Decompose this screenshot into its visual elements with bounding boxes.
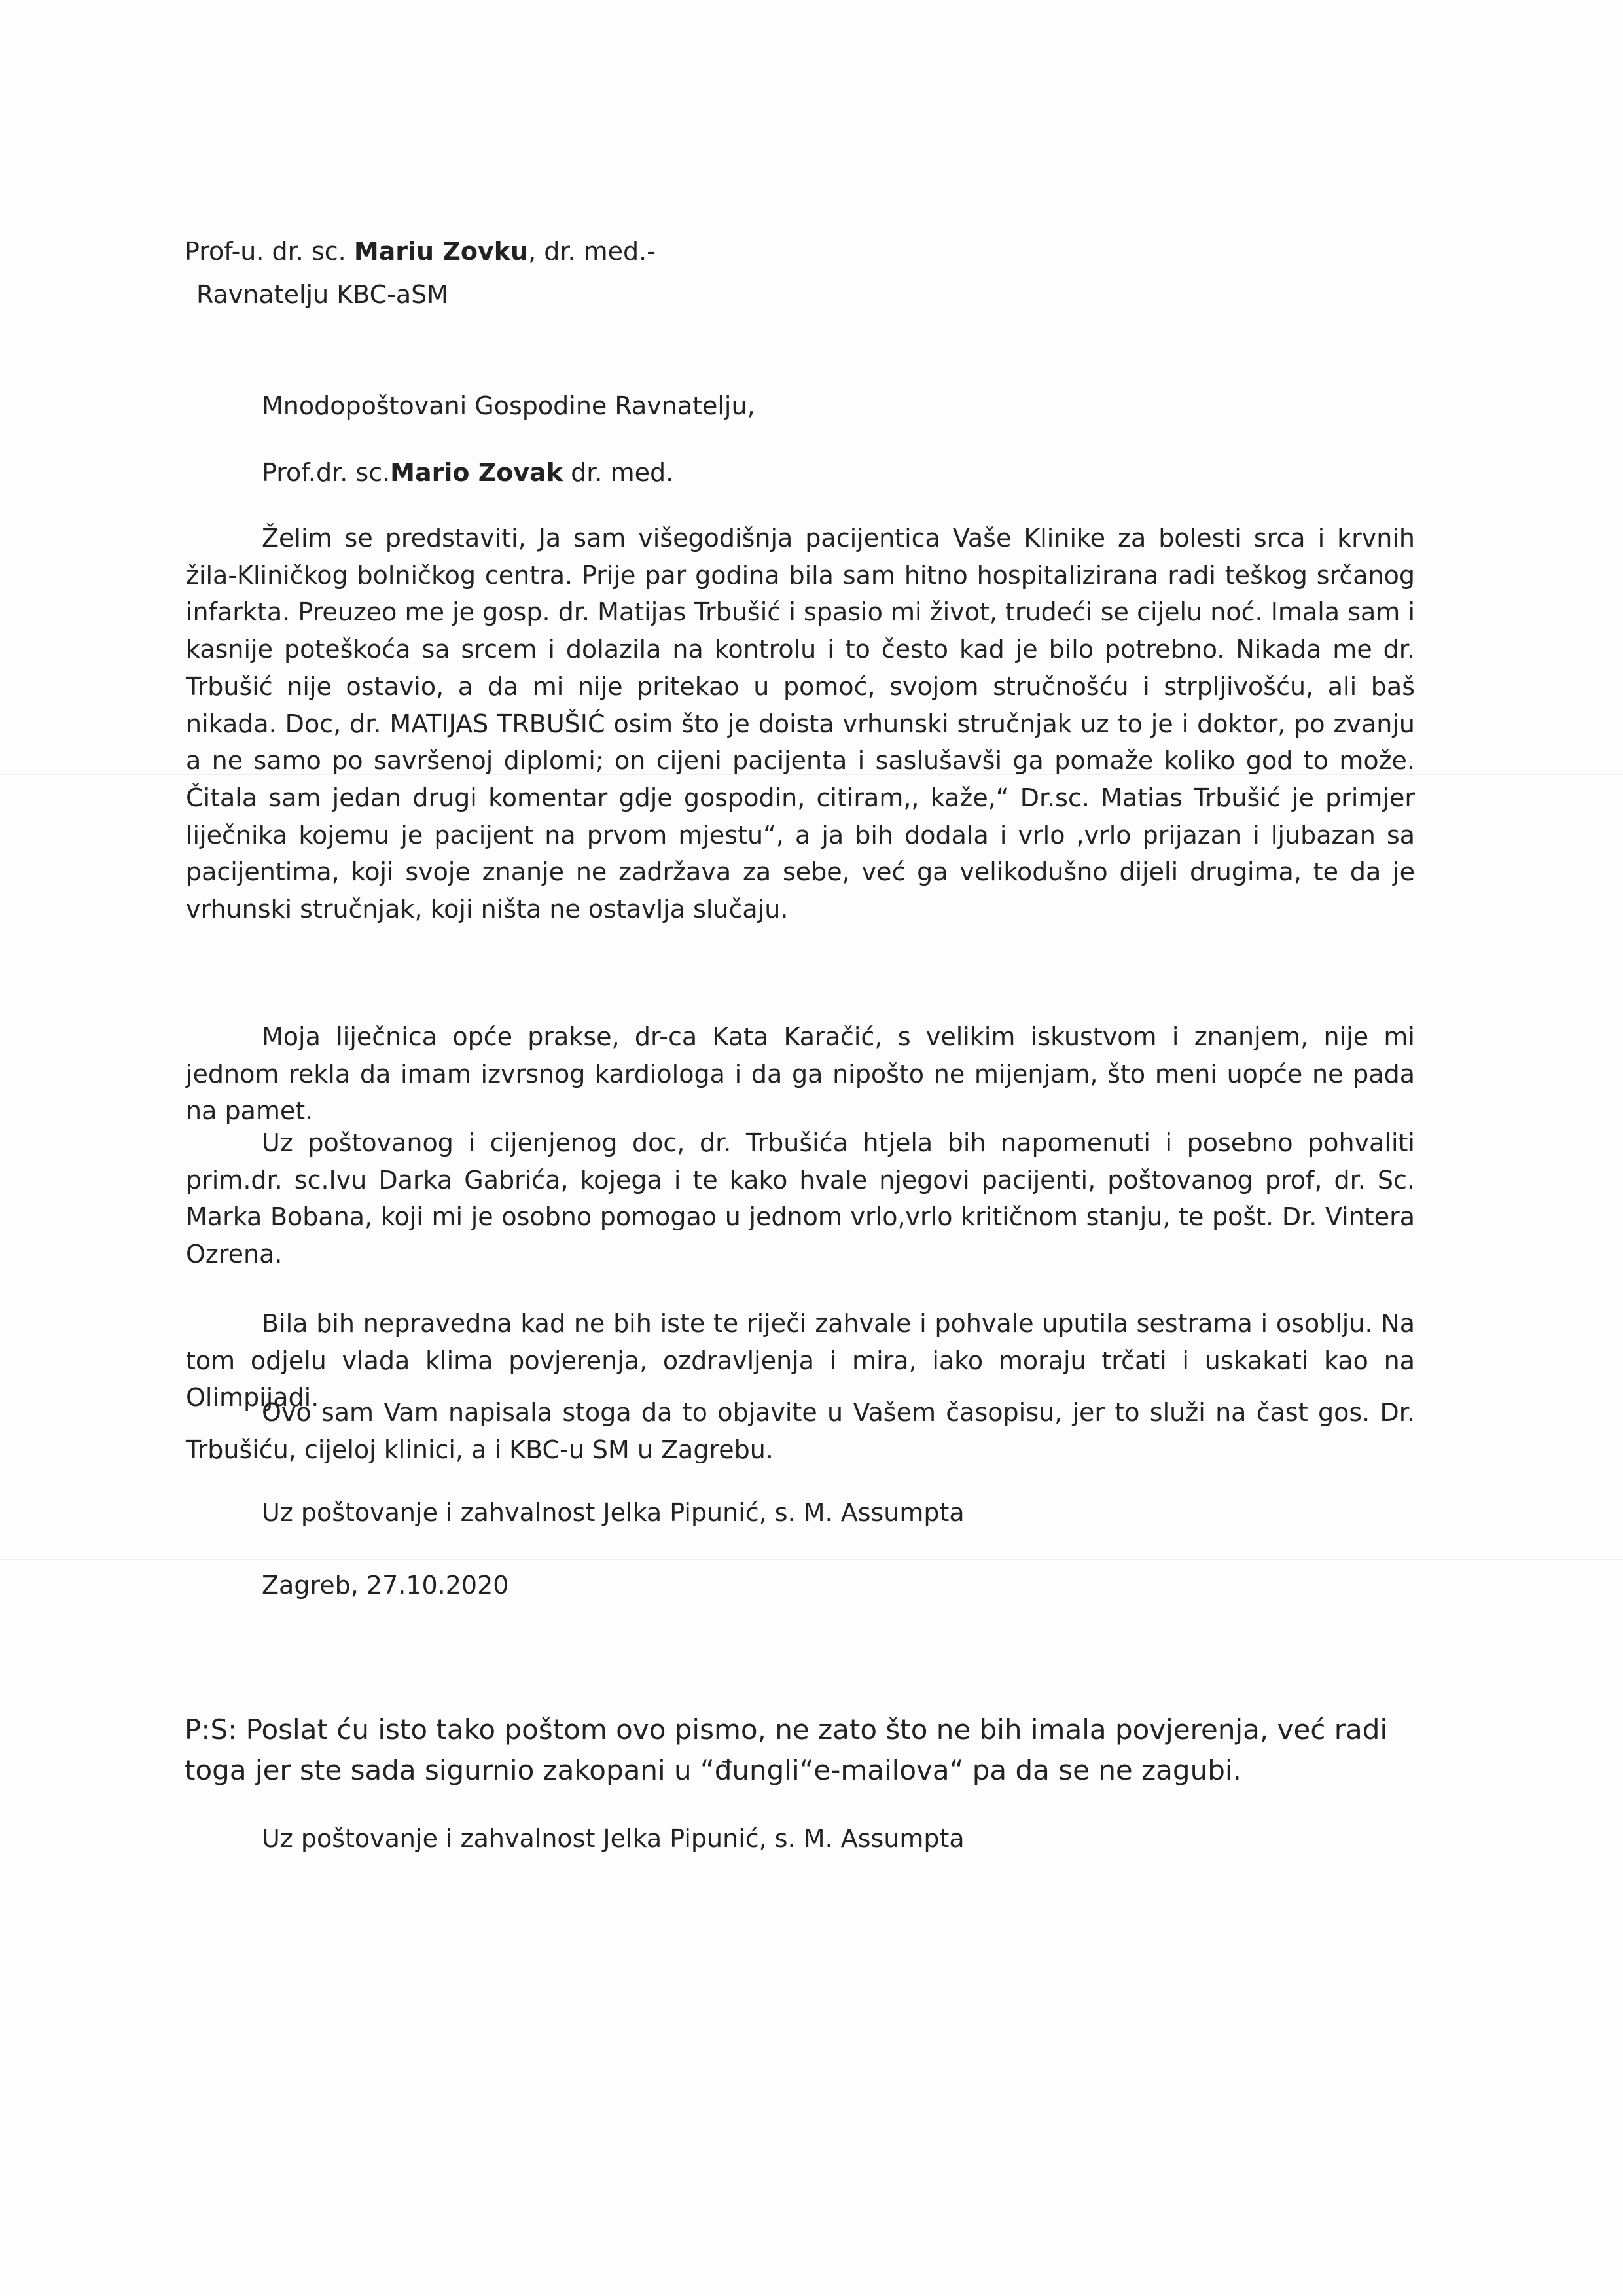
body-paragraph: Bila bih nepravedna kad ne bih iste te riječi zahvale i pohvale uputila sestrama i osoblju. Na tom odjelu vlada klima povjerenja, ozdravljenja i mira, iako moraju trčati i uskakati kao na Olimpijadi. (186, 1309, 1415, 1412)
addressee-name: Mario Zovak (390, 458, 563, 487)
body-paragraph: Želim se predstaviti, Ja sam višegodišnja pacijentica Vaše Klinike za bolesti srca i krvnih žila-Kliničkog bolničkog centra. Prije par godina bila sam hitno hospitalizirana radi teškog srčanog infarkta. Preuzeo me je gosp. dr. Matijas Trbušić i spasio mi život, trudeći se cijelu noć. Imala sam i kasnije poteškoća sa srcem i dolazila na kontrolu i to često kad je bilo potrebno. Nikada me dr. Trbušić nije ostavio, a da mi nije pritekao u pomoć, svojom stručnošću i strpljivošću, ali baš nikada. Doc, dr. MATIJAS TRBUŠIĆ osim što je doista vrhunski stručnjak uz to je i doktor, po zvanju a ne samo po savršenoj diplomi; on cijeni pacijenta i saslušavši ga pomaže koliko god to može. Čitala sam jedan drugi komentar gdje gospodin, citiram,, kaže,“ Dr.sc. Matias Trbušić je primjer liječnika kojemu je pacijent na prvom mjestu“, a ja bih dodala i vrlo ,vrlo prijazan i ljubazan sa pacijentima, koji svoje znanje ne zadržava za sebe, već ga velikodušno dijeli drugima, te da je vrhunski stručnjak, koji ništa ne ostavlja slučaju. (186, 524, 1415, 924)
signature-closing-ps: Uz poštovanje i zahvalnost Jelka Pipunić, s. M. Assumpta (262, 1824, 965, 1853)
recipient-prefix: Prof-u. dr. sc. (185, 237, 346, 266)
body-paragraph: Uz poštovanog i cijenjenog doc, dr. Trbušića htjela bih napomenuti i posebno pohvaliti prim.dr. sc.Ivu Darka Gabrića, kojega i te kako hvale njegovi pacijenti, poštovanog prof, dr. Sc. Marka Bobana, koji mi je osobno pomogao u jednom vrlo,vrlo kritičnom stanju, te pošt. Dr. Vintera Ozrena. (186, 1128, 1415, 1269)
recipient-suffix: , dr. med.- (528, 237, 656, 266)
place-and-date: Zagreb, 27.10.2020 (262, 1571, 509, 1600)
paper-fold-line (0, 1559, 1623, 1560)
addressee-suffix: dr. med. (563, 458, 674, 487)
salutation: Mnodopoštovani Gospodine Ravnatelju, (262, 391, 755, 420)
signature-closing: Uz poštovanje i zahvalnost Jelka Pipunić, s. M. Assumpta (262, 1498, 965, 1527)
addressee-prefix: Prof.dr. sc. (262, 458, 391, 487)
body-paragraph: Moja liječnica opće prakse, dr-ca Kata Karačić, s velikim iskustvom i znanjem, nije mi jednom rekla da imam izvrsnog kardiologa i da ga nipošto ne mijenjam, što meni uopće ne pada na pamet. (186, 1022, 1415, 1126)
recipient-line-2: Ravnatelju KBC-aSM (196, 280, 449, 309)
postscript: P:S: Poslat ću isto tako poštom ovo pismo, ne zato što ne bih imala povjerenja, već radi toga jer ste sada sigurnio zakopani u “đungli“e-mailova“ pa da se ne zagubi. (185, 1713, 1388, 1786)
recipient-line-1 (185, 233, 656, 270)
recipient-name: Mariu Zovku (353, 237, 529, 266)
addressee-line (262, 454, 673, 491)
body-paragraph: Ovo sam Vam napisala stoga da to objavite u Vašem časopisu, jer to služi na čast gos. Dr. Trbušiću, cijeloj klinici, a i KBC-u SM u Zagrebu. (186, 1398, 1415, 1464)
